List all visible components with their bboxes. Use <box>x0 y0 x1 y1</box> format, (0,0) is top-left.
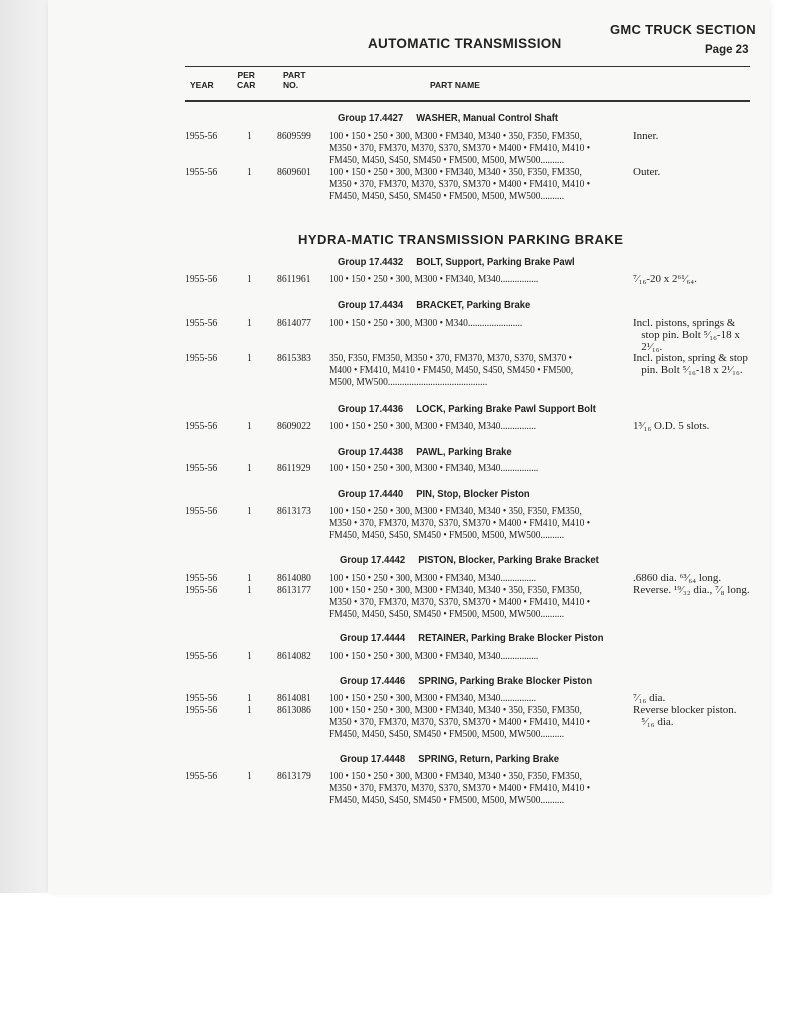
row-year: 1955-56 <box>185 770 218 782</box>
group-title: Group 17.4442 PISTON, Blocker, Parking Brake Bracket <box>340 554 599 566</box>
group-title: Group 17.4444 RETAINER, Parking Brake Blocker Piston <box>340 632 604 644</box>
row-part-number: 8609601 <box>277 166 311 178</box>
header-rule-bottom <box>185 100 750 102</box>
scan-left-margin <box>0 0 48 893</box>
row-year: 1955-56 <box>185 462 218 474</box>
group-title: Group 17.4440 PIN, Stop, Blocker Piston <box>338 488 530 500</box>
header-rule-top <box>185 66 750 67</box>
row-models: 100 • 150 • 250 • 300, M300 • FM340, M340 • 350, F350, FM350, M350 • 370, FM370, M370, S370, SM370 • M400 • FM410, M410 • FM450, M450, S450, SM450 • FM500, M500, MW500.......... <box>329 704 591 740</box>
row-part-number: 8609599 <box>277 130 311 142</box>
page-number: Page 23 <box>705 44 749 56</box>
row-part-number: 8615383 <box>277 352 311 364</box>
page-title: AUTOMATIC TRANSMISSION <box>368 36 562 51</box>
row-per-car: 1 <box>247 317 252 329</box>
row-models: 100 • 150 • 250 • 300, M300 • FM340, M340............... <box>329 420 536 432</box>
row-models: 100 • 150 • 250 • 300, M300 • FM340, M340............... <box>329 692 536 704</box>
row-year: 1955-56 <box>185 584 218 596</box>
row-part-number: 8613177 <box>277 584 311 596</box>
row-year: 1955-56 <box>185 352 218 364</box>
row-year: 1955-56 <box>185 692 218 704</box>
row-per-car: 1 <box>247 584 252 596</box>
row-part-number: 8613173 <box>277 505 311 517</box>
row-note: ⁷⁄₁₆-20 x 2⁶¹⁄₆₄. <box>633 273 697 285</box>
section-title: HYDRA-MATIC TRANSMISSION PARKING BRAKE <box>298 232 624 247</box>
row-year: 1955-56 <box>185 130 218 142</box>
row-models: 100 • 150 • 250 • 300, M300 • FM340, M340............... <box>329 572 536 584</box>
col-per-car-header: PER CAR <box>237 70 256 90</box>
row-per-car: 1 <box>247 462 252 474</box>
row-note: Inner. <box>633 130 659 142</box>
row-year: 1955-56 <box>185 420 218 432</box>
row-models: 100 • 150 • 250 • 300, M300 • FM340, M340................ <box>329 462 539 474</box>
row-year: 1955-56 <box>185 704 218 716</box>
row-note: Outer. <box>633 166 661 178</box>
row-year: 1955-56 <box>185 572 218 584</box>
row-part-number: 8611961 <box>277 273 311 285</box>
row-per-car: 1 <box>247 505 252 517</box>
section-heading: GMC TRUCK SECTION <box>610 22 756 37</box>
row-models: 100 • 150 • 250 • 300, M300 • FM340, M340 • 350, F350, FM350, M350 • 370, FM370, M370, S370, SM370 • M400 • FM410, M410 • FM450, M450, S450, SM450 • FM500, M500, MW500.......... <box>329 166 591 202</box>
row-note: Incl. pistons, springs & stop pin. Bolt ⁵⁄₁₆-18 x 2¹⁄₁₆. <box>633 317 740 353</box>
row-models: 100 • 150 • 250 • 300, M300 • FM340, M340 • 350, F350, FM350, M350 • 370, FM370, M370, S370, SM370 • M400 • FM410, M410 • FM450, M450, S450, SM450 • FM500, M500, MW500.......... <box>329 505 591 541</box>
row-per-car: 1 <box>247 650 252 662</box>
row-part-number: 8611929 <box>277 462 311 474</box>
row-year: 1955-56 <box>185 650 218 662</box>
row-year: 1955-56 <box>185 273 218 285</box>
row-per-car: 1 <box>247 572 252 584</box>
row-per-car: 1 <box>247 273 252 285</box>
row-note: 1³⁄₁₆ O.D. 5 slots. <box>633 420 710 432</box>
row-per-car: 1 <box>247 692 252 704</box>
row-per-car: 1 <box>247 704 252 716</box>
row-year: 1955-56 <box>185 317 218 329</box>
row-models: 100 • 150 • 250 • 300, M300 • M340....................... <box>329 317 523 329</box>
row-per-car: 1 <box>247 352 252 364</box>
row-per-car: 1 <box>247 770 252 782</box>
row-part-number: 8614080 <box>277 572 311 584</box>
row-year: 1955-56 <box>185 166 218 178</box>
group-title: Group 17.4436 LOCK, Parking Brake Pawl Support Bolt <box>338 403 596 415</box>
row-models: 100 • 150 • 250 • 300, M300 • FM340, M340................ <box>329 273 539 285</box>
row-models: 100 • 150 • 250 • 300, M300 • FM340, M340................ <box>329 650 539 662</box>
row-models: 350, F350, FM350, M350 • 370, FM370, M370, S370, SM370 • M400 • FM410, M410 • FM450, M450, S450, SM450 • FM500, M500, MW500.......................................... <box>329 352 574 388</box>
row-part-number: 8609022 <box>277 420 311 432</box>
row-models: 100 • 150 • 250 • 300, M300 • FM340, M340 • 350, F350, FM350, M350 • 370, FM370, M370, S370, SM370 • M400 • FM410, M410 • FM450, M450, S450, SM450 • FM500, M500, MW500.......... <box>329 770 591 806</box>
col-year-header: YEAR <box>190 80 214 90</box>
row-part-number: 8614082 <box>277 650 311 662</box>
row-note: Reverse blocker piston. ⁵⁄₁₆ dia. <box>633 704 737 728</box>
group-title: Group 17.4434 BRACKET, Parking Brake <box>338 299 531 311</box>
row-per-car: 1 <box>247 166 252 178</box>
row-year: 1955-56 <box>185 505 218 517</box>
row-part-number: 8613179 <box>277 770 311 782</box>
row-note: ⁷⁄₁₆ dia. <box>633 692 666 704</box>
row-part-number: 8613086 <box>277 704 311 716</box>
group-title: Group 17.4438 PAWL, Parking Brake <box>338 446 512 458</box>
col-part-name-header: PART NAME <box>430 80 480 90</box>
row-per-car: 1 <box>247 420 252 432</box>
row-note: Incl. piston, spring & stop pin. Bolt ⁵⁄₁₆-18 x 2¹⁄₁₆. <box>633 352 748 376</box>
group-title: Group 17.4432 BOLT, Support, Parking Brake Pawl <box>338 256 575 268</box>
row-part-number: 8614081 <box>277 692 311 704</box>
row-models: 100 • 150 • 250 • 300, M300 • FM340, M340 • 350, F350, FM350, M350 • 370, FM370, M370, S370, SM370 • M400 • FM410, M410 • FM450, M450, S450, SM450 • FM500, M500, MW500.......... <box>329 584 591 620</box>
row-part-number: 8614077 <box>277 317 311 329</box>
group-title: Group 17.4427 WASHER, Manual Control Shaft <box>338 112 559 124</box>
row-note: Reverse. ¹⁹⁄₃₂ dia., ⁷⁄₈ long. <box>633 584 750 596</box>
group-title: Group 17.4446 SPRING, Parking Brake Blocker Piston <box>340 675 593 687</box>
row-per-car: 1 <box>247 130 252 142</box>
group-title: Group 17.4448 SPRING, Return, Parking Brake <box>340 753 560 765</box>
col-part-no-header: PART NO. <box>283 70 306 90</box>
row-models: 100 • 150 • 250 • 300, M300 • FM340, M340 • 350, F350, FM350, M350 • 370, FM370, M370, S370, SM370 • M400 • FM410, M410 • FM450, M450, S450, SM450 • FM500, M500, MW500.......... <box>329 130 591 166</box>
row-note: .6860 dia. ⁶³⁄₆₄ long. <box>633 572 722 584</box>
